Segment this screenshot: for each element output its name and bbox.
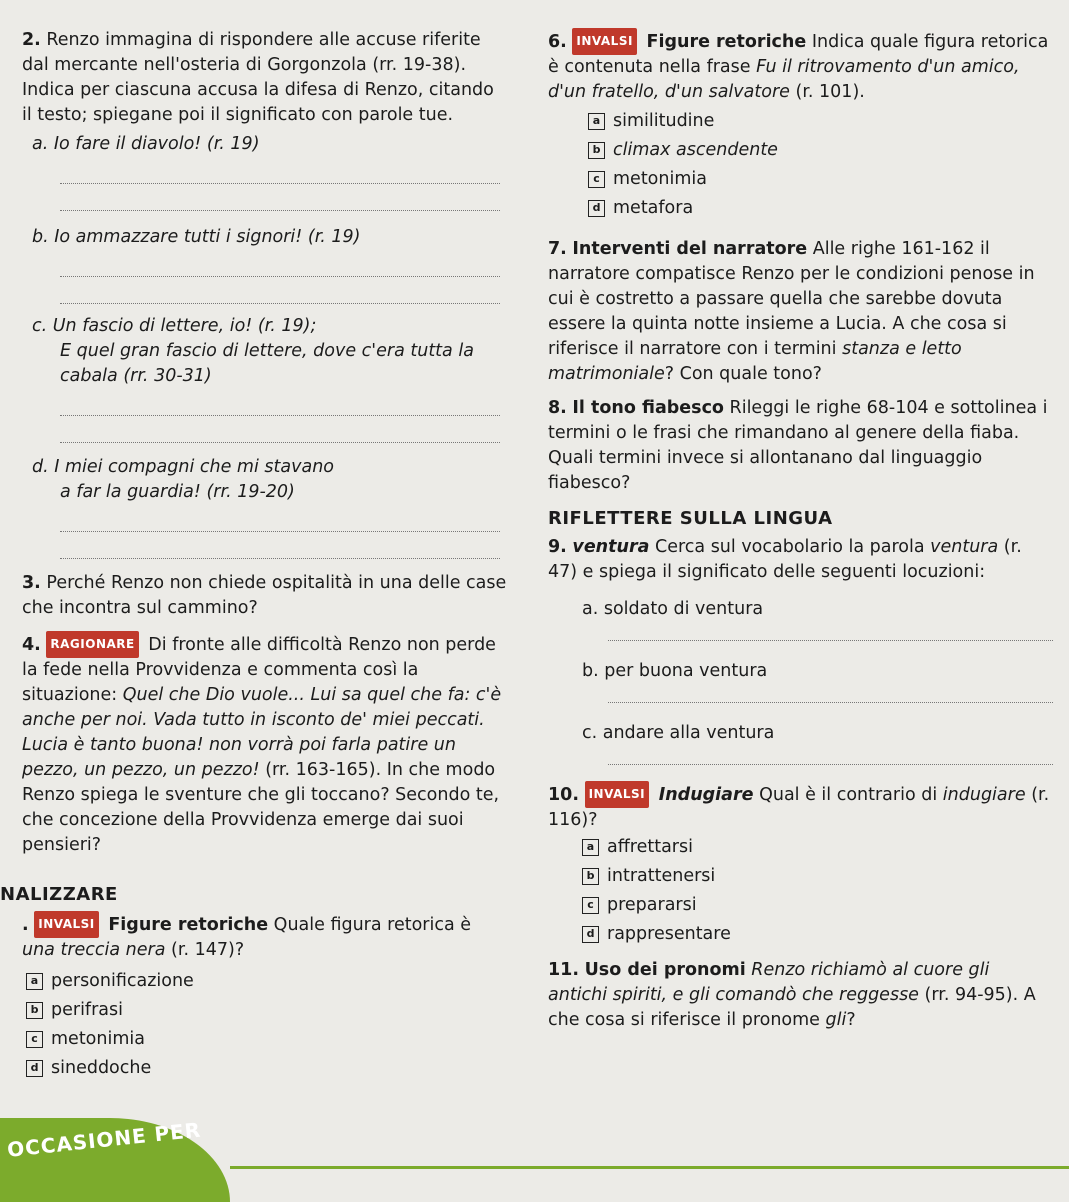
exercise-number: 11. bbox=[548, 960, 580, 980]
exercise-text-end: ? bbox=[846, 1010, 856, 1030]
terms: stanza e letto matrimoniale bbox=[548, 339, 962, 384]
item-c-quote: E quel gran fascio di lettere, dove c'era tutta la cabala (rr. 30-31) bbox=[60, 341, 474, 386]
exercise-text: Qual è il contrario di bbox=[759, 785, 938, 805]
exercise-title: ventura bbox=[572, 537, 650, 557]
exercise-number: 8. bbox=[548, 398, 567, 418]
section-heading: RIFLETTERE SULLA LINGUA bbox=[548, 508, 833, 529]
answer-line[interactable] bbox=[608, 746, 1053, 765]
answer-line[interactable] bbox=[60, 532, 500, 559]
exercise-number: 7. bbox=[548, 239, 567, 259]
exercise-title: Uso dei pronomi bbox=[584, 960, 746, 980]
exercise-text: (rr. 94-95). A che cosa si riferisce il pronome bbox=[548, 985, 1036, 1030]
answer-line[interactable] bbox=[608, 684, 1053, 703]
divider bbox=[230, 1166, 1069, 1169]
exercise-11 bbox=[548, 958, 1053, 1033]
exercise-2 bbox=[22, 28, 508, 559]
exercise-text: Indica quale figura retorica è contenuta nella frase bbox=[548, 32, 1049, 77]
exercise-text: Rileggi le righe 68-104 e sottolinea i termini o le frasi che rimandano al genere della fiaba. Quali termini invece si allontanano dal linguaggio fiabesco? bbox=[548, 398, 1048, 493]
answer-line[interactable] bbox=[60, 505, 500, 532]
quote: Fu il ritrovamento d'un amico, d'un fratello, d'un salvatore bbox=[548, 57, 1020, 102]
locution-c: c. andare alla ventura bbox=[582, 723, 775, 743]
answer-line[interactable] bbox=[60, 184, 500, 211]
option-d[interactable]: d metafora bbox=[588, 194, 1053, 223]
keyword: gli bbox=[825, 1010, 847, 1030]
item-b: b. Io ammazzare tutti i signori! (r. 19) bbox=[32, 227, 361, 247]
exercise-title: Interventi del narratore bbox=[572, 239, 808, 259]
exercise-title: Indugiare bbox=[658, 785, 754, 805]
exercise-text: Renzo immagina di rispondere alle accuse riferite dal mercante nell'osteria di Gorgonzola (rr. 19-38). Indica per ciascuna accusa la difesa di Renzo, citando il testo; spiegane poi il significato con parole tue. bbox=[22, 30, 494, 125]
item-d: d. I miei compagni che mi stavano bbox=[32, 457, 334, 477]
left-column bbox=[0, 28, 508, 1092]
locution-b: b. per buona ventura bbox=[582, 661, 768, 681]
exercise-number: 3. bbox=[22, 573, 41, 593]
invalsi-badge: INVALSI bbox=[34, 911, 99, 938]
answer-line[interactable] bbox=[60, 277, 500, 304]
answer-line[interactable] bbox=[60, 250, 500, 277]
exercise-9 bbox=[548, 535, 1053, 765]
exercise-text-cont: (r. 47) e spiega il significato delle seguenti locuzioni: bbox=[548, 537, 1022, 582]
invalsi-badge: INVALSI bbox=[572, 28, 637, 55]
ragionare-badge: RAGIONARE bbox=[46, 631, 138, 658]
section-heading: NALIZZARE bbox=[0, 884, 118, 905]
option-b[interactable]: b climax ascendente bbox=[588, 136, 1053, 165]
invalsi-badge: INVALSI bbox=[585, 781, 650, 808]
exercise-10 bbox=[548, 781, 1053, 949]
exercise-3 bbox=[22, 571, 508, 621]
exercise-text-end: ? Con quale tono? bbox=[664, 364, 822, 384]
item-c: c. Un fascio di lettere, io! (r. 19); bbox=[32, 316, 317, 336]
keyword: indugiare bbox=[942, 785, 1026, 805]
exercise-number: 10. bbox=[548, 785, 580, 805]
exercise-text: Quale figura retorica è bbox=[273, 915, 472, 935]
banner-label: OCCASIONE PER bbox=[6, 1117, 203, 1162]
exercise-text: Alle righe 161-162 il narratore compatisce Renzo per le condizioni penose in cui è costretto a passare quella che sarebbe dovuta essere la quinta notte insieme a Lucia. A che cosa si riferisce il narratore con i termini bbox=[548, 239, 1035, 359]
exercise-7 bbox=[548, 237, 1053, 387]
exercise-title: Figure retoriche bbox=[646, 32, 807, 52]
exercise-6 bbox=[548, 28, 1053, 223]
keyword: ventura bbox=[930, 537, 999, 557]
quote: una treccia nera bbox=[22, 940, 166, 960]
exercise-number: 4. bbox=[22, 635, 41, 655]
exercise-4 bbox=[22, 631, 508, 858]
option-c[interactable]: c prepararsi bbox=[582, 891, 1053, 920]
answer-line[interactable] bbox=[608, 622, 1053, 641]
answer-line[interactable] bbox=[60, 389, 500, 416]
option-a[interactable]: a personificazione bbox=[26, 967, 508, 996]
exercise-5 bbox=[22, 911, 508, 1083]
option-d[interactable]: d sineddoche bbox=[26, 1054, 508, 1083]
locution-a: a. soldato di ventura bbox=[582, 599, 764, 619]
option-b[interactable]: b perifrasi bbox=[26, 996, 508, 1025]
option-a[interactable]: a affrettarsi bbox=[582, 833, 1053, 862]
option-c[interactable]: c metonimia bbox=[26, 1025, 508, 1054]
right-column bbox=[548, 28, 1053, 1042]
option-a[interactable]: a similitudine bbox=[588, 107, 1053, 136]
reference: (r. 116)? bbox=[548, 785, 1050, 830]
exercise-number: 6. bbox=[548, 32, 567, 52]
item-a: a. Io fare il diavolo! (r. 19) bbox=[32, 134, 260, 154]
exercise-text: Di fronte alle difficoltà Renzo non perde la fede nella Provvidenza e commenta così la situazione: bbox=[22, 635, 496, 705]
exercise-number: 9. bbox=[548, 537, 567, 557]
exercise-text-cont: (rr. 163-165). In che modo Renzo spiega le sventure che gli toccano? Secondo te, che concezione della Provvidenza emerge dai suoi pensieri? bbox=[22, 760, 500, 855]
reference: (r. 147)? bbox=[171, 940, 245, 960]
item-d-cont: a far la guardia! (rr. 19-20) bbox=[60, 482, 295, 502]
quote: Quel che Dio vuole... Lui sa quel che fa: c'è anche per noi. Vada tutto in isconto de' miei peccati. Lucia è tanto buona! non vorrà poi farla patire un pezzo, un pezzo, un pezzo! bbox=[22, 685, 502, 780]
quote: Renzo richiamò al cuore gli antichi spiriti, e gli comandò che reggesse bbox=[548, 960, 990, 1005]
option-d[interactable]: d rappresentare bbox=[582, 920, 1053, 949]
exercise-text: Perché Renzo non chiede ospitalità in una delle case che incontra sul cammino? bbox=[22, 573, 507, 618]
exercise-number: 2. bbox=[22, 30, 41, 50]
exercise-text: Cerca sul vocabolario la parola bbox=[654, 537, 925, 557]
answer-line[interactable] bbox=[60, 416, 500, 443]
option-b[interactable]: b intrattenersi bbox=[582, 862, 1053, 891]
exercise-title: Il tono fiabesco bbox=[572, 398, 724, 418]
reference: (r. 101). bbox=[795, 82, 865, 102]
exercise-title: Figure retoriche bbox=[108, 915, 269, 935]
exercise-number: . bbox=[22, 915, 29, 935]
option-c[interactable]: c metonimia bbox=[588, 165, 1053, 194]
answer-line[interactable] bbox=[60, 157, 500, 184]
exercise-8 bbox=[548, 396, 1053, 496]
